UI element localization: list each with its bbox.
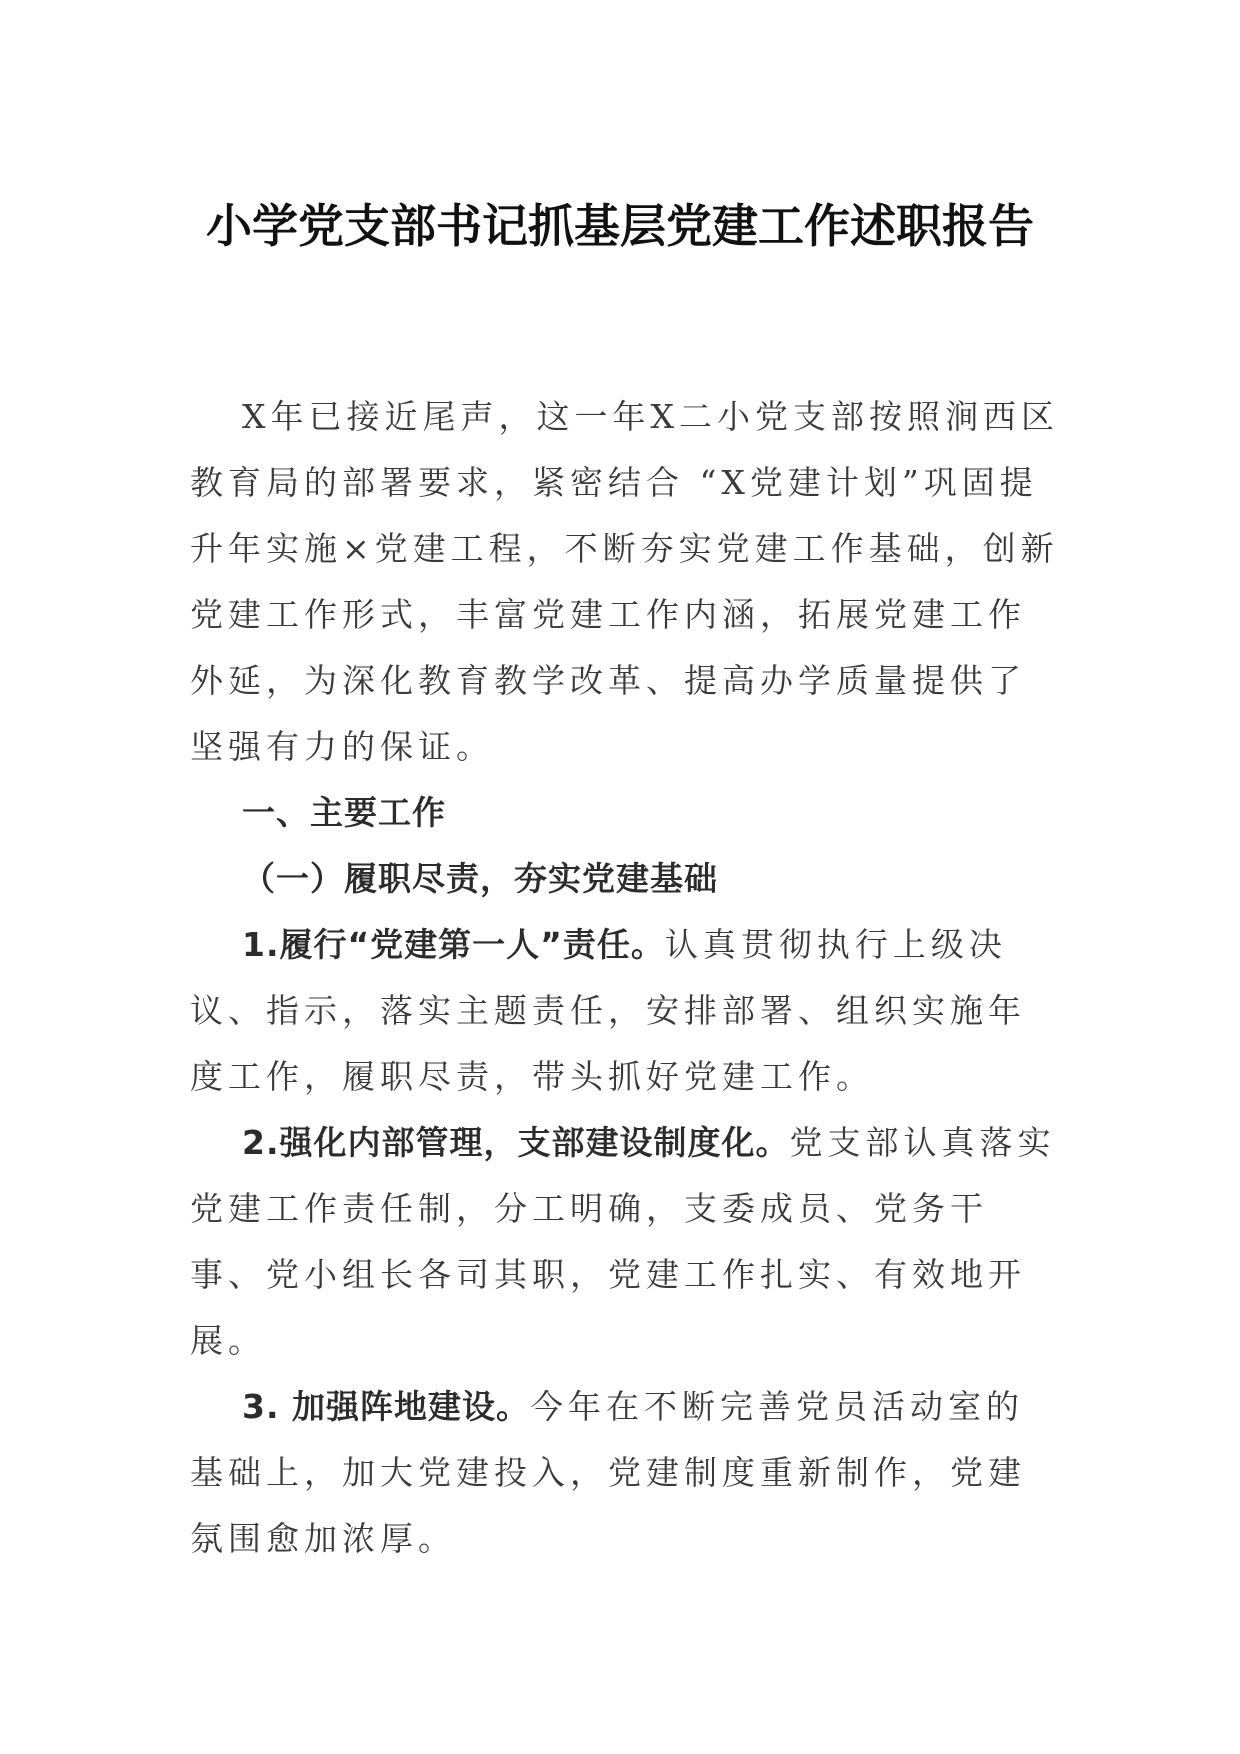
item-lead-2: 2.强化内部管理，支部建设制度化。 <box>242 1123 790 1162</box>
item-paragraph-2 <box>190 1110 1060 1374</box>
document-title: 小学党支部书记抓基层党建工作述职报告 <box>206 199 1034 253</box>
section-heading: 一、主要工作 <box>242 793 446 832</box>
item-lead-3: 3. 加强阵地建设。 <box>242 1387 530 1426</box>
document-body <box>190 384 1060 1572</box>
item-text-1: 认真贯彻执行上级决议、指示，落实主题责任，安排部署、组织实施年度工作，履职尽责，带头抓好党建工作。 <box>190 925 1026 1096</box>
item-text-3: 今年在不断完善党员活动室的基础上，加大党建投入，党建制度重新制作，党建氛围愈加浓厚。 <box>190 1387 1026 1558</box>
item-lead-1: 1.履行“党建第一人”责任。 <box>242 925 665 964</box>
item-paragraph-3 <box>190 1374 1060 1572</box>
subsection-heading: （一）履职尽责，夯实党建基础 <box>242 859 718 898</box>
item-paragraph-1 <box>190 912 1060 1110</box>
item-text-2: 党支部认真落实党建工作责任制，分工明确，支委成员、党务干事、党小组长各司其职，党建工作扎实、有效地开展。 <box>190 1123 1056 1360</box>
intro-paragraph: X年已接近尾声，这一年X二小党支部按照涧西区教育局的部署要求，紧密结合 “X党建计划”巩固提升年实施×党建工程，不断夯实党建工作基础，创新党建工作形式，丰富党建工作内涵，拓展党建工作外延，为深化教育教学改革、提高办学质量提供了坚强有力的保证。 <box>190 397 1059 766</box>
